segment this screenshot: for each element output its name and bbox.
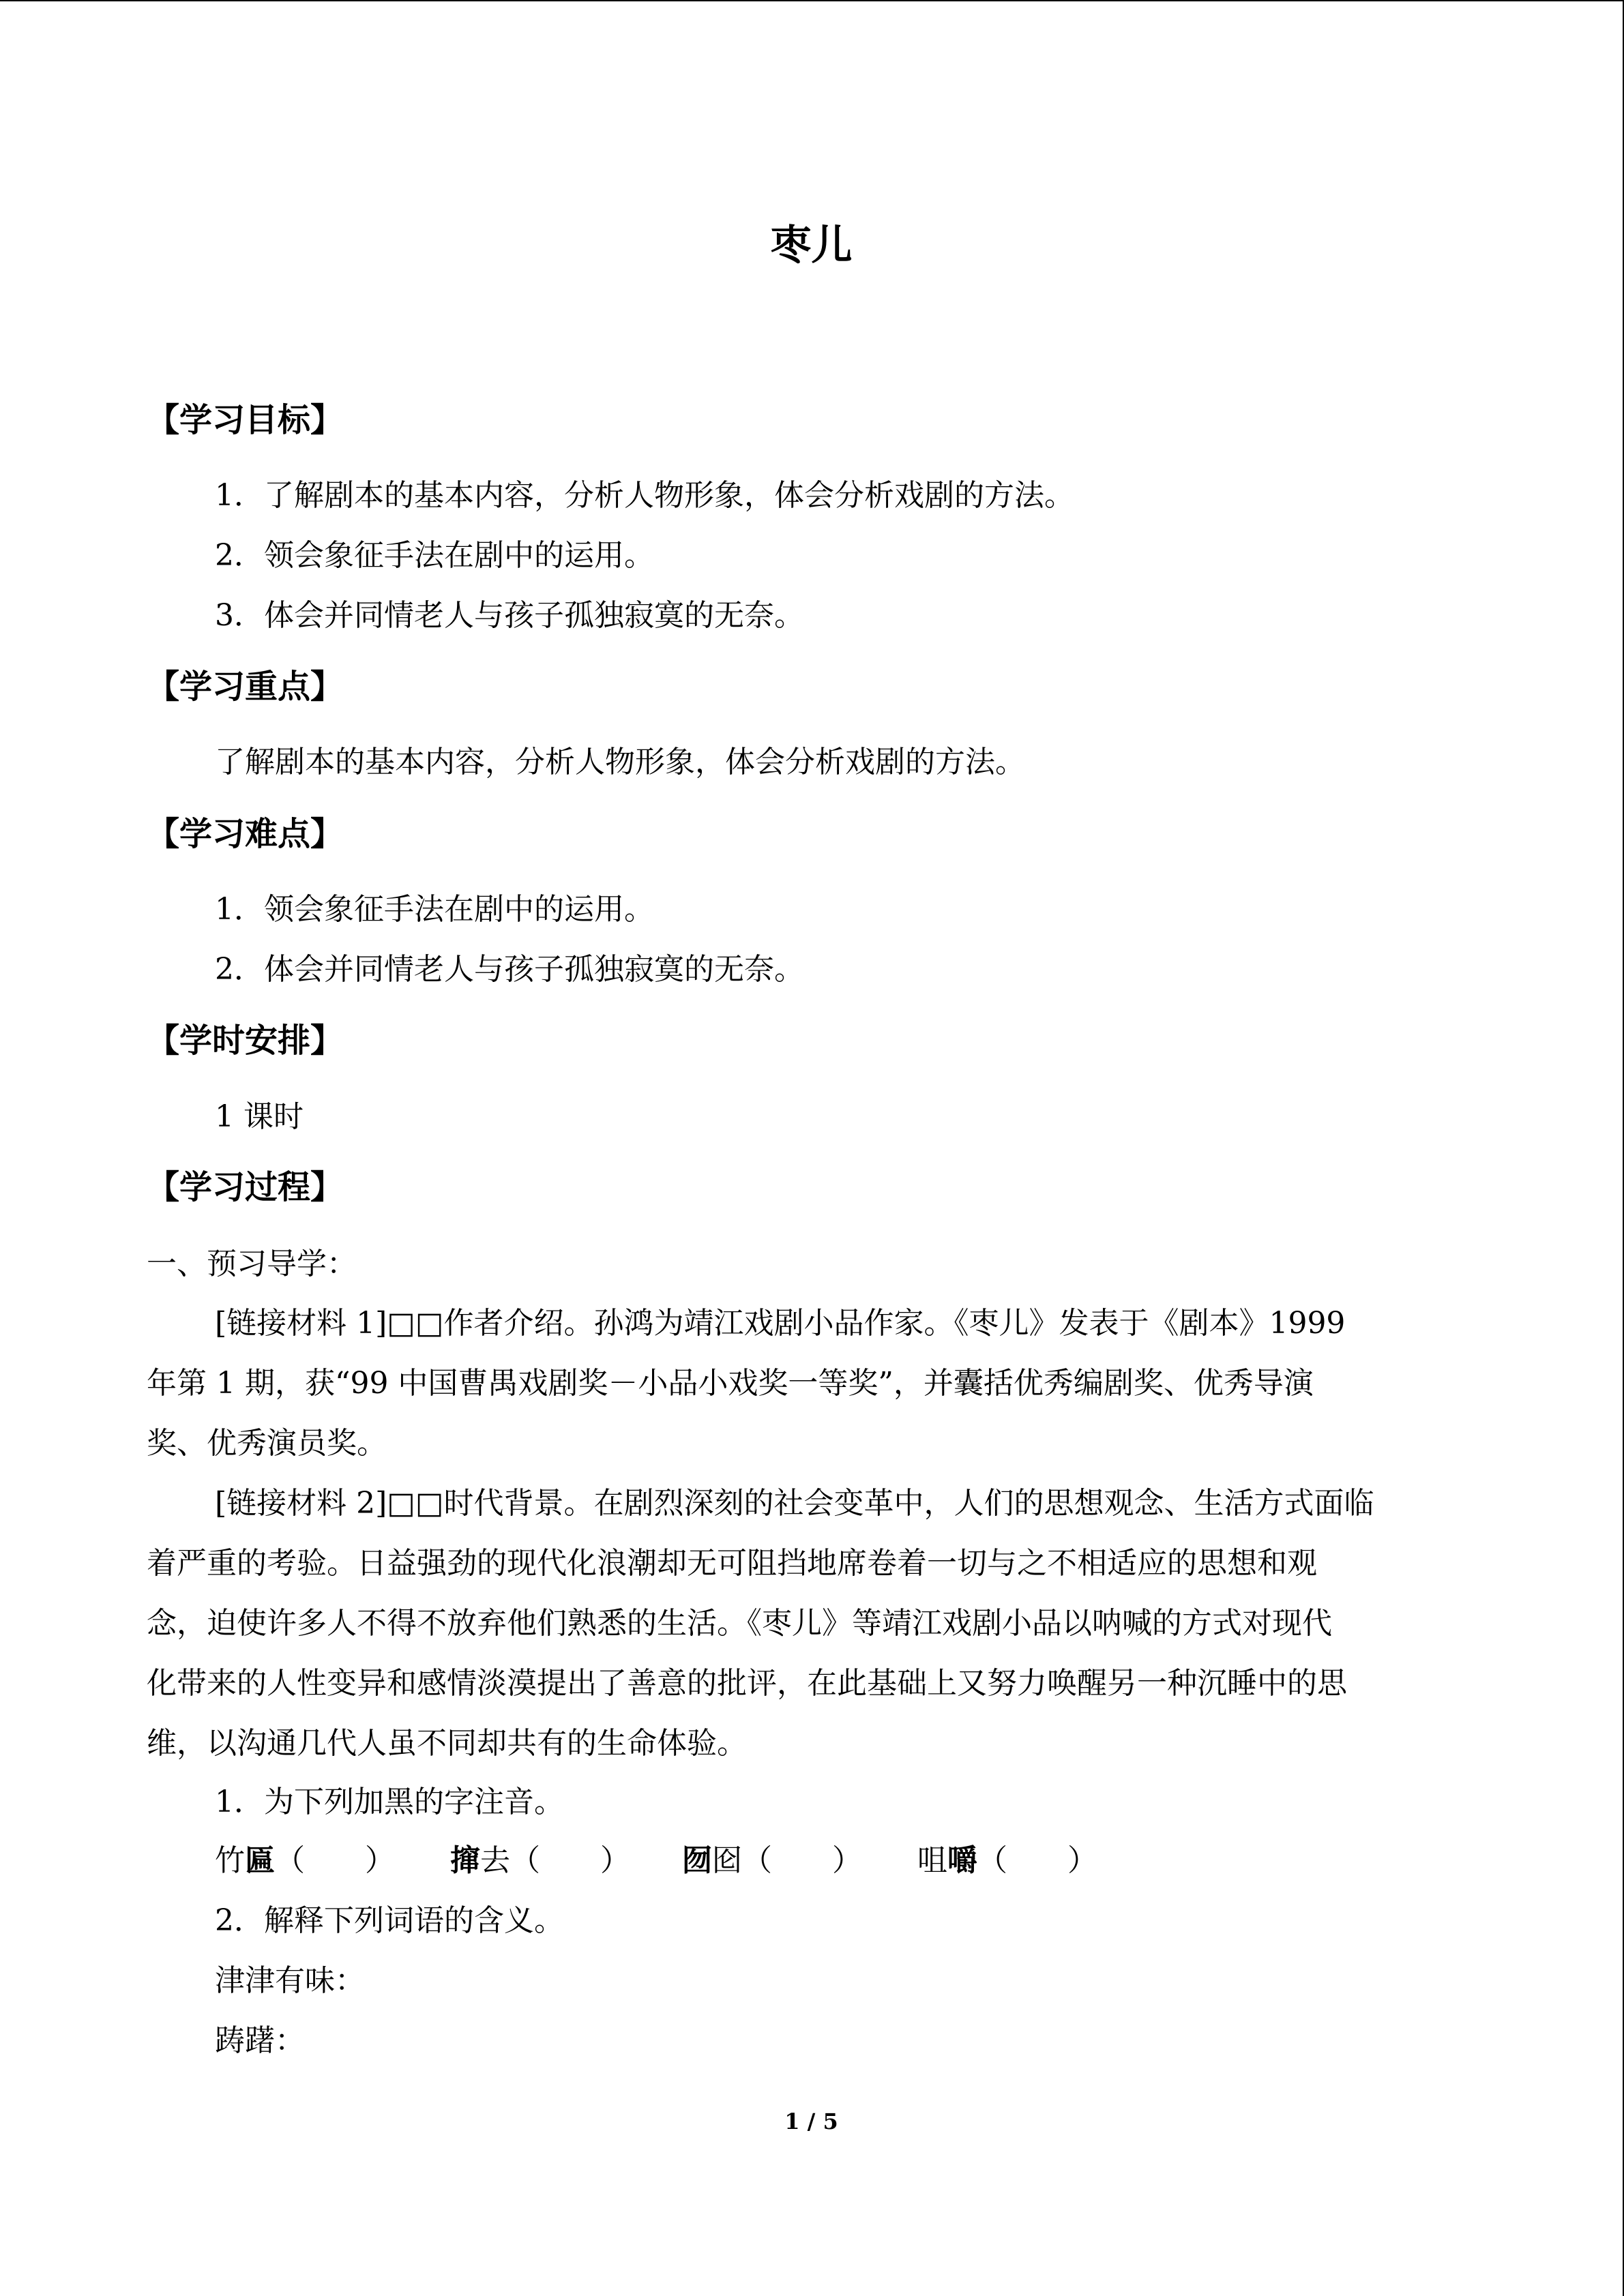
goal-item-3: 3．体会并同情老人与孩子孤独寂寞的无奈。 <box>215 598 804 633</box>
pinyin-item-3-bold: 囫 <box>682 1843 712 1878</box>
question-1: 1．为下列加黑的字注音。 <box>215 1785 564 1819</box>
material2-line-5: 维，以沟通几代人虽不同却共有的生命体验。 <box>147 1726 747 1761</box>
term-1: 津津有味： <box>215 1963 365 1998</box>
heading-learning-difficulty: 【学习难点】 <box>147 815 344 853</box>
pinyin-item-1-bold: 匾 <box>245 1843 275 1878</box>
schedule-text: 1 课时 <box>215 1099 304 1134</box>
material2-line-1: [链接材料 2]□□时代背景。在剧烈深刻的社会变革中，人们的思想观念、生活方式面临 <box>215 1486 1374 1521</box>
pinyin-item-1 <box>215 1843 395 1878</box>
pinyin-item-4-pre: 咀 <box>917 1843 947 1878</box>
pinyin-item-2-blank: （ ） <box>510 1843 630 1878</box>
material1-line-1: [链接材料 1]□□作者介绍。孙鸿为靖江戏剧小品作家。《枣儿》发表于《剧本》1999 <box>215 1306 1346 1341</box>
goal-item-1: 1．了解剧本的基本内容，分析人物形象，体会分析戏剧的方法。 <box>215 478 1074 513</box>
page-number: 1 / 5 <box>784 2108 838 2134</box>
pinyin-item-1-blank: （ ） <box>275 1843 395 1878</box>
heading-learning-focus: 【学习重点】 <box>147 668 344 706</box>
material2-line-4: 化带来的人性变异和感情淡漠提出了善意的批评，在此基础上又努力唤醒另一种沉睡中的思 <box>147 1666 1347 1701</box>
focus-text: 了解剧本的基本内容，分析人物形象，体会分析戏剧的方法。 <box>215 745 1025 779</box>
material1-line-3: 奖、优秀演员奖。 <box>147 1426 387 1461</box>
term-2: 踌躇： <box>215 2023 305 2058</box>
pinyin-item-4-blank: （ ） <box>977 1843 1097 1878</box>
heading-learning-goals: 【学习目标】 <box>147 401 344 439</box>
pinyin-item-2-post: 去 <box>480 1843 510 1878</box>
pinyin-item-4 <box>917 1843 1097 1878</box>
pinyin-item-3 <box>682 1843 862 1878</box>
material1-line-2: 年第 1 期，获“99 中国曹禺戏剧奖－小品小戏奖一等奖”，并囊括优秀编剧奖、优秀导演 <box>147 1366 1314 1401</box>
pinyin-item-1-pre: 竹 <box>215 1843 245 1878</box>
pinyin-item-2 <box>450 1843 630 1878</box>
pinyin-item-2-bold: 撺 <box>450 1843 480 1878</box>
pinyin-item-3-post: 囵 <box>712 1843 742 1878</box>
pinyin-item-3-blank: （ ） <box>742 1843 862 1878</box>
material2-line-3: 念，迫使许多人不得不放弃他们熟悉的生活。《枣儿》等靖江戏剧小品以呐喊的方式对现代 <box>147 1606 1332 1641</box>
document-title: 枣儿 <box>770 222 853 269</box>
difficulty-item-2: 2．体会并同情老人与孩子孤独寂寞的无奈。 <box>215 952 804 987</box>
pinyin-item-4-bold: 嚼 <box>947 1843 977 1878</box>
question-2: 2．解释下列词语的含义。 <box>215 1903 564 1938</box>
material2-line-2: 着严重的考验。日益强劲的现代化浪潮却无可阻挡地席卷着一切与之不相适应的思想和观 <box>147 1546 1317 1581</box>
difficulty-item-1: 1．领会象征手法在剧中的运用。 <box>215 892 654 927</box>
heading-learning-process: 【学习过程】 <box>147 1168 344 1206</box>
part1-title: 一、预习导学： <box>147 1247 357 1281</box>
heading-schedule: 【学时安排】 <box>147 1022 344 1060</box>
goal-item-2: 2．领会象征手法在剧中的运用。 <box>215 538 654 573</box>
